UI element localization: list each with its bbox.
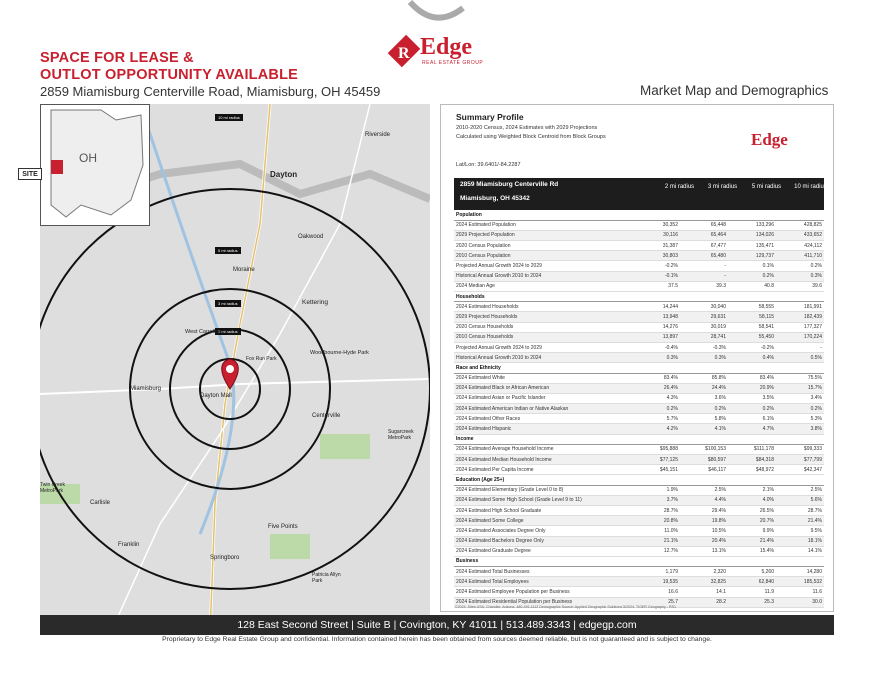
row-value: 3.7%: [632, 495, 680, 505]
row-value: 177,327: [776, 322, 824, 332]
place-label: Carlisle: [90, 500, 111, 506]
table-row: [454, 271, 824, 281]
summary-title: Summary Profile: [456, 112, 524, 122]
place-label: Riverside: [365, 132, 391, 138]
row-value: 424,112: [776, 241, 824, 251]
section-name: Households: [454, 292, 824, 302]
place-label: Dayton Mall: [200, 393, 232, 399]
row-value: 32,825: [680, 577, 728, 587]
row-value: 14,276: [632, 322, 680, 332]
row-value: 6.1%: [728, 414, 776, 424]
section-header: [454, 292, 824, 302]
table-row: [454, 424, 824, 434]
place-label: Franklin: [118, 542, 140, 548]
table-row: [454, 455, 824, 465]
row-value: 0.2%: [776, 261, 824, 271]
row-value: 24.4%: [680, 383, 728, 393]
row-label: 2024 Estimated Households: [454, 302, 632, 312]
place-label: Moraine: [233, 267, 255, 273]
row-value: 11.0%: [632, 526, 680, 536]
row-value: 182,439: [776, 312, 824, 322]
table-row: [454, 567, 824, 577]
row-value: 29,631: [680, 312, 728, 322]
row-label: 2024 Estimated Residential Population per Business: [454, 597, 632, 607]
row-label: 2024 Estimated Graduate Degree: [454, 546, 632, 556]
row-value: 129,737: [728, 251, 776, 261]
place-label: Twin Creek MetroPark: [40, 482, 66, 494]
row-value: 13,897: [632, 332, 680, 342]
demographics-table: [454, 210, 824, 608]
row-label: 2024 Estimated Some College: [454, 516, 632, 526]
row-value: 3.6%: [680, 393, 728, 403]
row-value: 0.2%: [776, 404, 824, 414]
row-label: 2024 Estimated Elementary (Grade Level 0 to 8): [454, 485, 632, 495]
section-header: [454, 434, 824, 444]
row-label: Historical Annual Growth 2010 to 2024: [454, 271, 632, 281]
row-value: 13.1%: [680, 546, 728, 556]
row-value: 4.3%: [632, 393, 680, 403]
row-value: 40.8: [728, 281, 776, 291]
row-value: 2.1%: [728, 485, 776, 495]
table-row: [454, 373, 824, 383]
table-row: [454, 261, 824, 271]
table-row: [454, 230, 824, 240]
row-value: 4.1%: [680, 424, 728, 434]
summary-subtitle-1: 2010-2020 Census, 2024 Estimates with 2029 Projections: [456, 125, 598, 131]
row-label: 2024 Estimated Other Races: [454, 414, 632, 424]
place-label: Sugarcreek MetroPark: [388, 429, 414, 441]
section-title: Market Map and Demographics: [640, 83, 829, 98]
row-value: 28,741: [680, 332, 728, 342]
table-row: [454, 220, 824, 230]
row-label: 2024 Estimated Total Businesses: [454, 567, 632, 577]
row-label: 2024 Estimated Bachelors Degree Only: [454, 536, 632, 546]
row-label: 2024 Estimated Associates Degree Only: [454, 526, 632, 536]
row-value: 26.4%: [632, 383, 680, 393]
row-value: 58,555: [728, 302, 776, 312]
row-value: 0.2%: [632, 404, 680, 414]
row-value: $45,151: [632, 465, 680, 475]
row-value: 28.7%: [776, 505, 824, 515]
state-label: OH: [79, 151, 97, 165]
col-header: 3 mi radius: [707, 184, 738, 190]
disclaimer: Proprietary to Edge Real Estate Group and confidential. Information contained herein has been obtained from sources deemed reliable, but is not guaranteed and is subject to change.: [162, 636, 712, 643]
row-value: 3.5%: [728, 393, 776, 403]
row-value: 12.7%: [632, 546, 680, 556]
summary-profile-panel: [440, 104, 834, 612]
row-label: 2024 Estimated Asian or Pacific Islander: [454, 393, 632, 403]
row-value: $48,972: [728, 465, 776, 475]
row-value: 4.0%: [728, 495, 776, 505]
section-header: [454, 363, 824, 373]
row-value: 0.3%: [776, 271, 824, 281]
header-address-2: Miamisburg, OH 45342: [460, 195, 530, 202]
row-value: 14.1: [680, 587, 728, 597]
row-value: 134,026: [728, 230, 776, 240]
row-value: -: [776, 342, 824, 352]
row-value: 0.2%: [728, 271, 776, 281]
row-value: 25.3: [728, 597, 776, 607]
row-value: 30,019: [680, 322, 728, 332]
page-title: [40, 50, 298, 84]
place-label: Springboro: [210, 555, 240, 561]
row-value: 62,840: [728, 577, 776, 587]
section-name: Education (Age 25+): [454, 475, 824, 485]
table-row: [454, 332, 824, 342]
row-value: 58,541: [728, 322, 776, 332]
site-label: SITE: [18, 168, 42, 180]
radius-label-3: 3 mi radius: [215, 300, 241, 307]
row-value: -0.2%: [632, 261, 680, 271]
row-value: 0.3%: [632, 353, 680, 363]
row-value: 28.2: [680, 597, 728, 607]
ohio-inset-map: [40, 104, 150, 226]
row-value: 37.5: [632, 281, 680, 291]
row-value: 9.5%: [776, 526, 824, 536]
row-value: $99,333: [776, 444, 824, 454]
row-value: 9.9%: [728, 526, 776, 536]
row-value: $100,153: [680, 444, 728, 454]
row-value: 15.7%: [776, 383, 824, 393]
table-row: [454, 383, 824, 393]
row-value: 19,535: [632, 577, 680, 587]
row-value: 30,352: [632, 220, 680, 230]
row-label: 2010 Census Households: [454, 332, 632, 342]
row-value: 30.0: [776, 597, 824, 607]
row-value: 75.5%: [776, 373, 824, 383]
row-value: -0.2%: [728, 342, 776, 352]
row-value: 5.6%: [776, 495, 824, 505]
row-value: 21.4%: [776, 516, 824, 526]
row-label: 2024 Estimated High School Graduate: [454, 505, 632, 515]
row-value: 25.7: [632, 597, 680, 607]
row-value: 0.2%: [680, 404, 728, 414]
place-label: Oakwood: [298, 234, 324, 240]
footer-contact-bar: 128 East Second Street | Suite B | Covington, KY 41011 | 513.489.3343 | edgegp.com: [40, 615, 834, 635]
latlon: Lat/Lon: 39.6401/-84.2287: [456, 162, 521, 168]
table-row: [454, 241, 824, 251]
svg-text:R: R: [398, 45, 410, 62]
row-value: 433,652: [776, 230, 824, 240]
row-label: 2024 Estimated Population: [454, 220, 632, 230]
row-value: 30,803: [632, 251, 680, 261]
place-label: Kettering: [302, 299, 329, 306]
place-label: Five Points: [268, 524, 298, 530]
section-name: Race and Ethnicity: [454, 363, 824, 373]
table-row: [454, 536, 824, 546]
radius-label-2: 2 mi radius: [215, 328, 241, 335]
table-row: [454, 393, 824, 403]
row-value: 0.5%: [776, 353, 824, 363]
row-value: 0.2%: [728, 404, 776, 414]
row-value: 1,179: [632, 567, 680, 577]
title-line-1: SPACE FOR LEASE &: [40, 50, 194, 66]
row-value: 5.7%: [632, 414, 680, 424]
row-value: $95,888: [632, 444, 680, 454]
row-value: 83.4%: [728, 373, 776, 383]
row-value: 0.3%: [680, 353, 728, 363]
row-value: 39.6: [776, 281, 824, 291]
row-value: 4.2%: [632, 424, 680, 434]
row-label: 2029 Projected Households: [454, 312, 632, 322]
place-label: Miamisburg: [130, 386, 162, 392]
row-value: 20.4%: [680, 536, 728, 546]
table-row: [454, 353, 824, 363]
table-row: [454, 465, 824, 475]
row-value: 13,948: [632, 312, 680, 322]
place-label: West Carrollton: [185, 329, 223, 335]
row-value: 19.8%: [680, 516, 728, 526]
row-value: 3.8%: [776, 424, 824, 434]
table-row: [454, 505, 824, 515]
row-value: 181,991: [776, 302, 824, 312]
row-value: 2.5%: [776, 485, 824, 495]
row-value: 67,477: [680, 241, 728, 251]
row-value: 65,448: [680, 220, 728, 230]
row-value: -: [680, 261, 728, 271]
summary-subtitle-2: Calculated using Weighted Block Centroid from Block Groups: [456, 134, 606, 140]
table-row: [454, 312, 824, 322]
logo-swoosh-icon: [405, 0, 465, 30]
row-value: 135,471: [728, 241, 776, 251]
row-value: 4.7%: [728, 424, 776, 434]
row-value: 30,040: [680, 302, 728, 312]
row-label: 2024 Estimated Some High School (Grade Level 9 to 11): [454, 495, 632, 505]
row-label: 2020 Census Population: [454, 241, 632, 251]
place-label: Fox Run Park: [246, 356, 277, 362]
row-value: 2.5%: [680, 485, 728, 495]
section-header: [454, 556, 824, 566]
row-value: 3.4%: [776, 393, 824, 403]
table-header: [454, 178, 827, 210]
section-name: Business: [454, 556, 824, 566]
place-label: Centerville: [312, 413, 341, 419]
row-label: 2024 Estimated Hispanic: [454, 424, 632, 434]
row-label: 2024 Estimated Median Household Income: [454, 455, 632, 465]
row-value: -0.4%: [632, 342, 680, 352]
row-value: $80,597: [680, 455, 728, 465]
table-row: [454, 546, 824, 556]
table-row: [454, 577, 824, 587]
row-label: 2024 Estimated White: [454, 373, 632, 383]
row-value: 411,710: [776, 251, 824, 261]
row-value: 16.6: [632, 587, 680, 597]
row-value: 2,320: [680, 567, 728, 577]
row-value: 20.8%: [632, 516, 680, 526]
row-value: 31,387: [632, 241, 680, 251]
row-value: $77,799: [776, 455, 824, 465]
footnote: ©2024, Sites USA, Chandler, Arizona, 480-491-1112 Demographic Source: Applied Geographic Solutions 5/2024, TIGER Geography - RS1: [455, 605, 676, 609]
row-value: 26.5%: [728, 505, 776, 515]
table-row: [454, 251, 824, 261]
row-value: 428,825: [776, 220, 824, 230]
table-row: [454, 526, 824, 536]
row-value: $46,117: [680, 465, 728, 475]
place-label: Woodbourne-Hyde Park: [310, 350, 369, 356]
table-row: [454, 404, 824, 414]
table-row: [454, 302, 824, 312]
row-value: 1.9%: [632, 485, 680, 495]
row-value: 29.4%: [680, 505, 728, 515]
table-row: [454, 495, 824, 505]
table-row: [454, 587, 824, 597]
row-value: $84,318: [728, 455, 776, 465]
row-value: 30,116: [632, 230, 680, 240]
row-value: -0.1%: [632, 271, 680, 281]
section-header: [454, 475, 824, 485]
row-value: 21.1%: [632, 536, 680, 546]
row-value: 11.9: [728, 587, 776, 597]
row-value: 170,224: [776, 332, 824, 342]
section-header: [454, 210, 824, 220]
col-header: 5 mi radius: [751, 184, 782, 190]
table-row: [454, 444, 824, 454]
logo-name: Edge: [420, 34, 473, 60]
row-value: 185,532: [776, 577, 824, 587]
row-value: 55,450: [728, 332, 776, 342]
row-value: 28.7%: [632, 505, 680, 515]
row-label: Projected Annual Growth 2024 to 2029: [454, 261, 632, 271]
col-header: 2 mi radius: [664, 184, 695, 190]
title-line-2: OUTLOT OPPORTUNITY AVAILABLE: [40, 67, 299, 83]
edge-logo: [382, 32, 492, 72]
table-row: [454, 342, 824, 352]
row-label: 2024 Estimated Per Capita Income: [454, 465, 632, 475]
row-value: 21.4%: [728, 536, 776, 546]
row-label: 2024 Median Age: [454, 281, 632, 291]
row-value: 10.5%: [680, 526, 728, 536]
place-label: Patricia Allyn Park: [312, 572, 341, 584]
row-value: 14,244: [632, 302, 680, 312]
section-name: Population: [454, 210, 824, 220]
row-value: 14.1%: [776, 546, 824, 556]
table-row: [454, 516, 824, 526]
row-label: Historical Annual Growth 2010 to 2024: [454, 353, 632, 363]
table-row: [454, 485, 824, 495]
row-value: 18.1%: [776, 536, 824, 546]
row-value: 11.6: [776, 587, 824, 597]
row-value: 20.7%: [728, 516, 776, 526]
row-value: $42,347: [776, 465, 824, 475]
row-label: 2029 Projected Population: [454, 230, 632, 240]
place-label: Dayton: [270, 170, 298, 179]
row-value: 5.3%: [776, 414, 824, 424]
logo-tagline: REAL ESTATE GROUP: [422, 60, 484, 66]
row-value: 0.4%: [728, 353, 776, 363]
row-value: 65,464: [680, 230, 728, 240]
table-row: [454, 322, 824, 332]
row-value: 15.4%: [728, 546, 776, 556]
row-value: 58,115: [728, 312, 776, 322]
row-label: Projected Annual Growth 2024 to 2029: [454, 342, 632, 352]
row-label: 2020 Census Households: [454, 322, 632, 332]
row-value: -: [680, 271, 728, 281]
row-value: -0.3%: [680, 342, 728, 352]
row-value: 4.4%: [680, 495, 728, 505]
row-label: 2024 Estimated Total Employees: [454, 577, 632, 587]
panel-logo: Edge: [751, 130, 788, 149]
row-value: 0.1%: [728, 261, 776, 271]
row-label: 2024 Estimated Black or African American: [454, 383, 632, 393]
radius-label-5: 5 mi radius: [215, 247, 241, 254]
table-row: [454, 414, 824, 424]
row-label: 2024 Estimated Employee Population per Business: [454, 587, 632, 597]
table-row: [454, 281, 824, 291]
row-value: $111,178: [728, 444, 776, 454]
row-value: 65,480: [680, 251, 728, 261]
row-label: 2024 Estimated American Indian or Native Alaskan: [454, 404, 632, 414]
section-name: Income: [454, 434, 824, 444]
row-value: 133,296: [728, 220, 776, 230]
row-value: 5.8%: [680, 414, 728, 424]
property-address: 2859 Miamisburg Centerville Road, Miamisburg, OH 45459: [40, 84, 381, 99]
header-address-1: 2859 Miamisburg Centerville Rd: [460, 181, 559, 188]
row-value: 5,260: [728, 567, 776, 577]
row-value: 20.9%: [728, 383, 776, 393]
row-label: 2010 Census Population: [454, 251, 632, 261]
row-value: 85.8%: [680, 373, 728, 383]
row-label: 2024 Estimated Average Household Income: [454, 444, 632, 454]
col-header: 10 mi radius: [794, 184, 827, 190]
row-value: 14,280: [776, 567, 824, 577]
radius-label-10: 10 mi radius: [215, 114, 243, 121]
row-value: 39.3: [680, 281, 728, 291]
row-value: $77,125: [632, 455, 680, 465]
row-value: 83.4%: [632, 373, 680, 383]
